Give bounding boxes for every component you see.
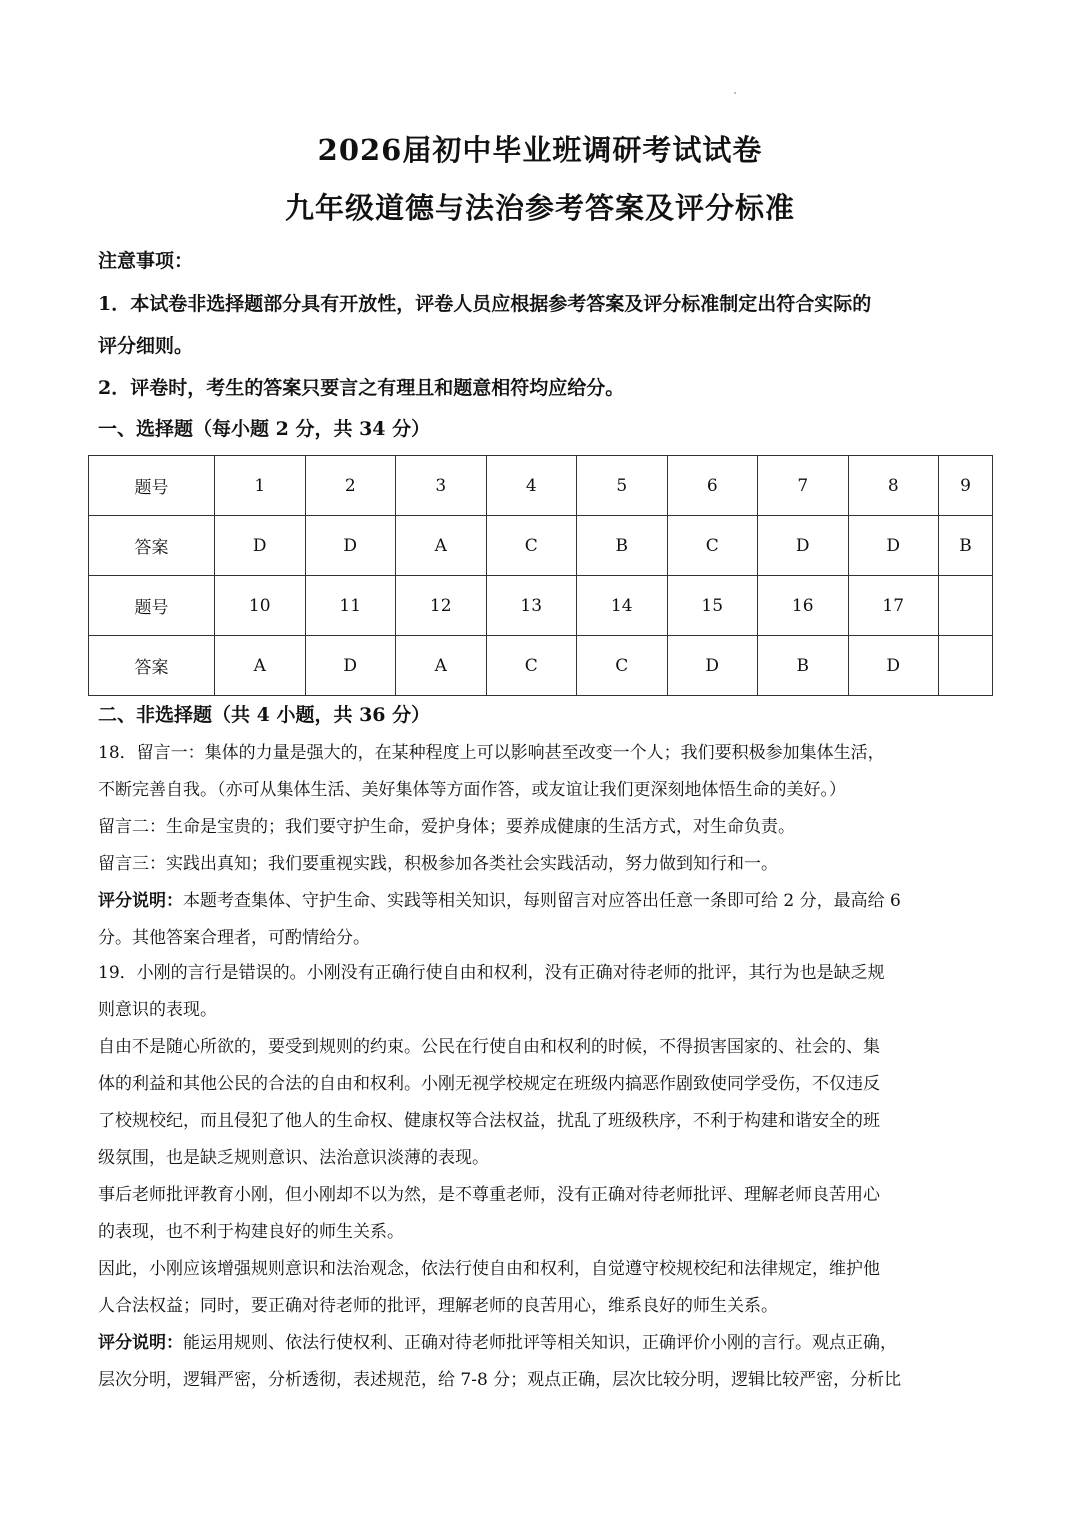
answer-table-cell: 16 <box>758 576 849 636</box>
scan-speck <box>734 92 736 94</box>
notes-heading: 注意事项： <box>98 250 194 272</box>
q19-line8: 的表现，也不利于构建良好的师生关系。 <box>98 1222 404 1242</box>
q18-scoring-text: 本题考查集体、守护生命、实践等相关知识，每则留言对应答出任意一条即可给 2 分，最高给 6 <box>183 891 901 911</box>
answer-table-row <box>89 576 993 636</box>
answer-table-cell: C <box>486 516 577 576</box>
q19-answer <box>98 955 988 1399</box>
answer-table-cell: 17 <box>848 576 939 636</box>
answer-table-cell: D <box>848 636 939 696</box>
q18-scoring-line2: 分。其他答案合理者，可酌情给分。 <box>98 928 370 948</box>
q18-scoring-label: 评分说明： <box>98 891 183 911</box>
q19-line10: 人合法权益；同时，要正确对待老师的批评，理解老师的良苦用心，维系良好的师生关系。 <box>98 1296 778 1316</box>
answer-table-cell: B <box>939 516 993 576</box>
doc-title-line2: 九年级道德与法治参考答案及评分标准 <box>284 191 795 225</box>
answer-table-cell: 4 <box>486 456 577 516</box>
answer-table-row-label: 答案 <box>89 636 215 696</box>
q19-line5: 了校规校纪，而且侵犯了他人的生命权、健康权等合法权益，扰乱了班级秩序，不利于构建和谐安全的班 <box>98 1111 880 1131</box>
answer-table-cell: 5 <box>577 456 668 516</box>
answer-table-cell: D <box>667 636 758 696</box>
q19-scoring-line2: 层次分明，逻辑严密，分析透彻，表述规范，给 7-8 分；观点正确，层次比较分明，逻辑比较严密，分析比 <box>98 1370 902 1390</box>
answer-table-cell: 15 <box>667 576 758 636</box>
answer-table-row <box>89 456 993 516</box>
answer-table-cell: C <box>667 516 758 576</box>
answer-table-cell: 2 <box>305 456 396 516</box>
answer-table-cell: 11 <box>305 576 396 636</box>
q18-line1: 18．留言一：集体的力量是强大的，在某种程度上可以影响甚至改变一个人；我们要积极参加集体生活， <box>98 743 885 763</box>
q19-line4: 体的利益和其他公民的合法的自由和权利。小刚无视学校规定在班级内搞恶作剧致使同学受伤，不仅违反 <box>98 1074 880 1094</box>
answer-table-cell: A <box>215 636 306 696</box>
note-item-1b: 评分细则。 <box>98 335 194 357</box>
q19-line6: 级氛围，也是缺乏规则意识、法治意识淡薄的表现。 <box>98 1148 489 1168</box>
answer-table <box>88 455 993 696</box>
answer-table-cell: 6 <box>667 456 758 516</box>
answer-table-cell <box>939 636 993 696</box>
answer-table-row-label: 题号 <box>89 576 215 636</box>
answer-table-cell: B <box>758 636 849 696</box>
q18-line4: 留言三：实践出真知；我们要重视实践，积极参加各类社会实践活动，努力做到知行和一。 <box>98 854 778 874</box>
q19-line1: 19．小刚的言行是错误的。小刚没有正确行使自由和权利，没有正确对待老师的批评，其行为也是缺乏规 <box>98 963 885 983</box>
answer-table-cell: A <box>396 636 487 696</box>
answer-table-cell: C <box>486 636 577 696</box>
answer-table-cell: 12 <box>396 576 487 636</box>
q18-line2: 不断完善自我。（亦可从集体生活、美好集体等方面作答，或友谊让我们更深刻地体悟生命的美好。） <box>98 780 846 800</box>
answer-table-row <box>89 516 993 576</box>
q19-line7: 事后老师批评教育小刚，但小刚却不以为然，是不尊重老师，没有正确对待老师批评、理解老师良苦用心 <box>98 1185 880 1205</box>
answer-table-cell: 9 <box>939 456 993 516</box>
answer-table-row <box>89 636 993 696</box>
answer-table-cell: 14 <box>577 576 668 636</box>
q19-line2: 则意识的表现。 <box>98 1000 217 1020</box>
section2-heading: 二、非选择题（共 4 小题，共 36 分） <box>98 704 431 726</box>
note-item-1a: 1．本试卷非选择题部分具有开放性，评卷人员应根据参考答案及评分标准制定出符合实际的 <box>98 293 872 315</box>
note-item-2: 2．评卷时，考生的答案只要言之有理且和题意相符均应给分。 <box>98 377 625 399</box>
answer-table-cell: 1 <box>215 456 306 516</box>
answer-table-cell <box>939 576 993 636</box>
q19-line3: 自由不是随心所欲的，要受到规则的约束。公民在行使自由和权利的时候，不得损害国家的、社会的、集 <box>98 1037 880 1057</box>
answer-table-cell: 13 <box>486 576 577 636</box>
answer-table-cell: D <box>848 516 939 576</box>
answer-table-row-label: 题号 <box>89 456 215 516</box>
answer-table-cell: 10 <box>215 576 306 636</box>
answer-table-cell: D <box>758 516 849 576</box>
q18-scoring-line1 <box>98 883 988 920</box>
q19-line9: 因此，小刚应该增强规则意识和法治观念，依法行使自由和权利，自觉遵守校规校纪和法律规定，维护他 <box>98 1259 880 1279</box>
answer-table-cell: C <box>577 636 668 696</box>
answer-table-cell: D <box>215 516 306 576</box>
answer-table-cell: 7 <box>758 456 849 516</box>
answer-table-cell: 3 <box>396 456 487 516</box>
answer-table-cell: 8 <box>848 456 939 516</box>
section1-heading: 一、选择题（每小题 2 分，共 34 分） <box>98 418 431 440</box>
doc-title-line1: 2026届初中毕业班调研考试试卷 <box>317 133 763 167</box>
q19-scoring-text: 能运用规则、依法行使权利、正确对待老师批评等相关知识，正确评价小刚的言行。观点正确， <box>183 1333 897 1353</box>
q18-answer <box>98 735 988 957</box>
answer-table-cell: D <box>305 516 396 576</box>
q19-scoring-label: 评分说明： <box>98 1333 183 1353</box>
answer-table-row-label: 答案 <box>89 516 215 576</box>
answer-table-cell: D <box>305 636 396 696</box>
q19-scoring-line1 <box>98 1325 988 1362</box>
q18-line3: 留言二：生命是宝贵的；我们要守护生命，爱护身体；要养成健康的生活方式，对生命负责。 <box>98 817 795 837</box>
answer-table-cell: B <box>577 516 668 576</box>
answer-table-cell: A <box>396 516 487 576</box>
